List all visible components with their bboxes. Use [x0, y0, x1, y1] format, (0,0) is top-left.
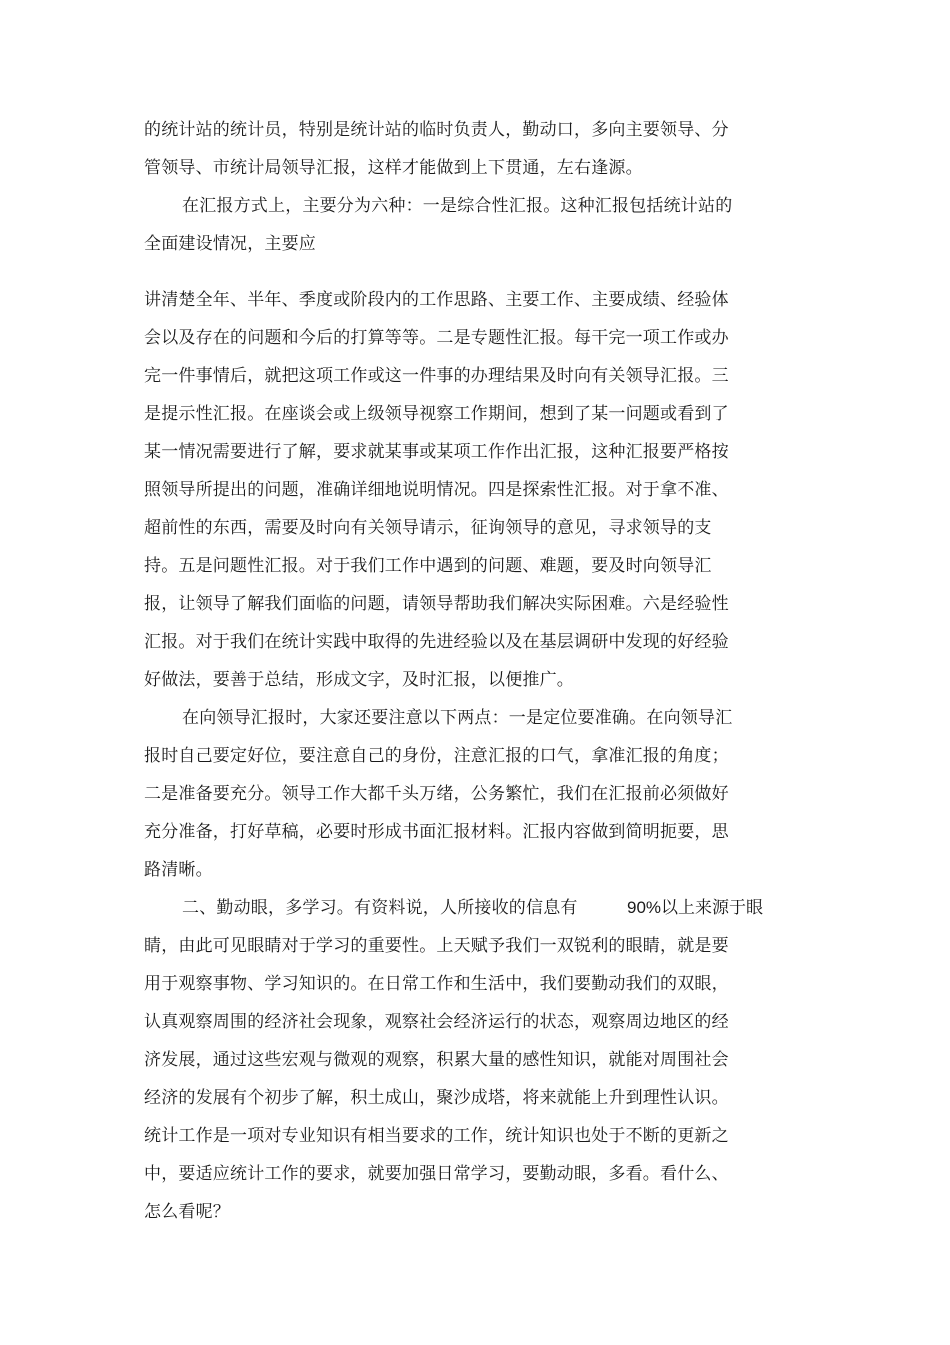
paragraph-first-line: 在汇报方式上，主要分为六种：一是综合性汇报。这种汇报包括统计站的 [182, 196, 733, 216]
text-line: 报，让领导了解我们面临的问题，请领导帮助我们解决实际困难。六是经验性 [144, 594, 729, 614]
text-line: 二是准备要充分。领导工作大都千头万绪，公务繁忙，我们在汇报前必须做好 [144, 784, 729, 804]
text-line: 中，要适应统计工作的要求，就要加强日常学习，要勤动眼，多看。看什么、 [144, 1164, 729, 1184]
text-line: 济发展，通过这些宏观与微观的观察，积累大量的感性知识，就能对周围社会 [144, 1050, 729, 1070]
paragraph-first-line: 二、勤动眼，多学习。有资料说，人所接收的信息有 [182, 898, 578, 918]
text-line: 完一件事情后，就把这项工作或这一件事的办理结果及时向有关领导汇报。三 [144, 366, 729, 386]
text-line: 的统计站的统计员，特别是统计站的临时负责人，勤动口，多向主要领导、分 [144, 120, 729, 140]
text-line: 睛，由此可见眼睛对于学习的重要性。上天赋予我们一双锐利的眼睛，就是要 [144, 936, 729, 956]
text-line: 持。五是问题性汇报。对于我们工作中遇到的问题、难题，要及时向领导汇 [144, 556, 712, 576]
text-line: 讲清楚全年、半年、季度或阶段内的工作思路、主要工作、主要成绩、经验体 [144, 290, 729, 310]
text-line: 会以及存在的问题和今后的打算等等。二是专题性汇报。每干完一项工作或办 [144, 328, 729, 348]
text-line: 汇报。对于我们在统计实践中取得的先进经验以及在基层调研中发现的好经验 [144, 632, 729, 652]
text-line: 路清晰。 [144, 860, 213, 880]
text-line: 报时自己要定好位，要注意自己的身份，注意汇报的口气，拿准汇报的角度； [144, 746, 729, 766]
text-line: 全面建设情况，主要应 [144, 234, 316, 254]
text-line: 经济的发展有个初步了解，积土成山，聚沙成塔，将来就能上升到理性认识。 [144, 1088, 729, 1108]
text-line: 好做法，要善于总结，形成文字，及时汇报，以便推广。 [144, 670, 574, 690]
text-line: 怎么看呢？ [144, 1202, 230, 1222]
text-line: 照领导所提出的问题，准确详细地说明情况。四是探索性汇报。对于拿不准、 [144, 480, 729, 500]
text-line: 超前性的东西，需要及时向有关领导请示，征询领导的意见，寻求领导的支 [144, 518, 712, 538]
percentage-text: 90%以上来源于眼 [627, 898, 764, 917]
text-line: 是提示性汇报。在座谈会或上级领导视察工作期间，想到了某一问题或看到了 [144, 404, 729, 424]
text-line: 某一情况需要进行了解，要求就某事或某项工作作出汇报，这种汇报要严格按 [144, 442, 729, 462]
text-line: 认真观察周围的经济社会现象，观察社会经济运行的状态，观察周边地区的经 [144, 1012, 729, 1032]
text-line: 用于观察事物、学习知识的。在日常工作和生活中，我们要勤动我们的双眼， [144, 974, 729, 994]
text-line: 管领导、市统计局领导汇报，这样才能做到上下贯通，左右逢源。 [144, 158, 643, 178]
paragraph-first-line: 在向领导汇报时，大家还要注意以下两点：一是定位要准确。在向领导汇 [182, 708, 733, 728]
text-line: 充分准备，打好草稿，必要时形成书面汇报材料。汇报内容做到简明扼要，思 [144, 822, 729, 842]
text-line: 统计工作是一项对专业知识有相当要求的工作，统计知识也处于不断的更新之 [144, 1126, 729, 1146]
